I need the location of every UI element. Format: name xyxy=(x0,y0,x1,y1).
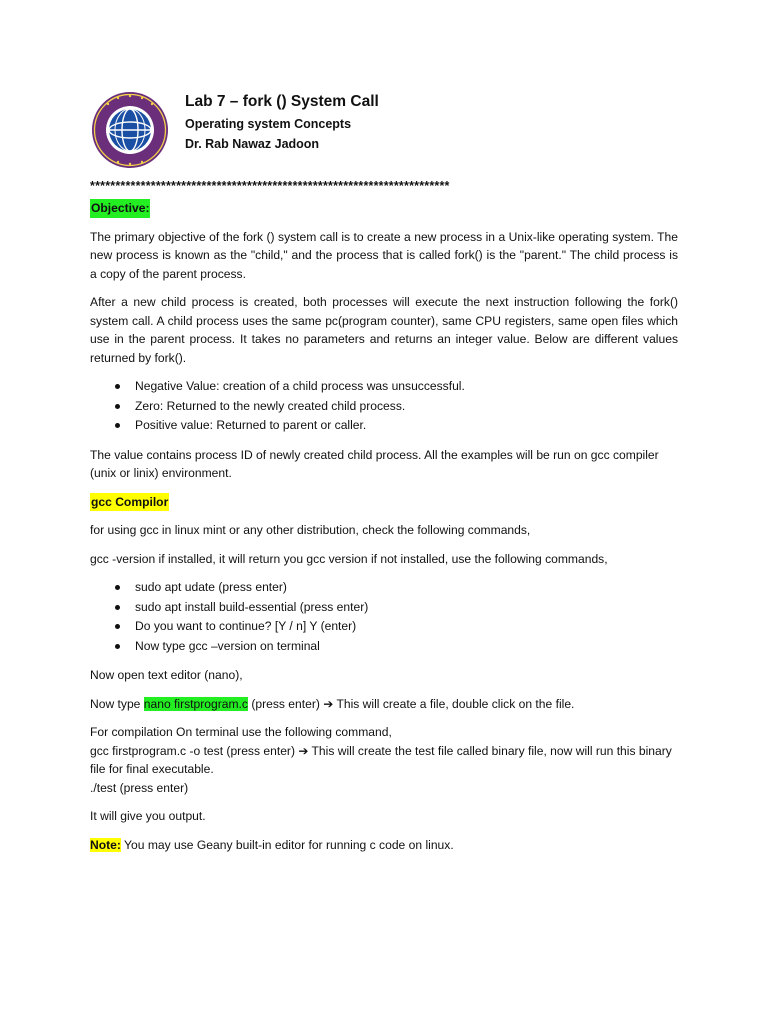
run-command: ./test (press enter) xyxy=(90,780,189,795)
list-item: Do you want to continue? [Y / n] Y (enter) xyxy=(115,617,678,637)
bullet-icon xyxy=(115,624,120,629)
university-logo xyxy=(90,90,170,170)
note-line xyxy=(90,836,678,855)
objective-paragraph-2: After a new child process is created, both processes will execute the next instruction following the fork() system call. A child process uses the same pc(program counter), same CPU registers, same open files which use in the parent process. It takes no parameters and returns an integer value. Below are different values returned by fork(). xyxy=(90,295,678,365)
arrow-icon: ➔ xyxy=(323,696,334,711)
document-body xyxy=(90,199,678,864)
bullet-icon xyxy=(115,404,120,409)
bullet-icon xyxy=(115,423,120,428)
nano-command: nano firstprogram.c xyxy=(143,696,248,711)
list-item: Zero: Returned to the newly created child process. xyxy=(115,397,678,417)
list-item: sudo apt udate (press enter) xyxy=(115,578,678,598)
install-commands-list xyxy=(90,578,678,656)
document-header xyxy=(90,90,690,174)
list-item: Now type gcc –version on terminal xyxy=(115,637,678,657)
arrow-icon: ➔ xyxy=(298,743,309,758)
list-item: Positive value: Returned to parent or caller. xyxy=(115,416,678,436)
bullet-icon xyxy=(115,644,120,649)
note-text: You may use Geany built-in editor for running c code on linux. xyxy=(120,837,454,852)
bullet-icon xyxy=(115,585,120,590)
open-editor-line: Now open text editor (nano), xyxy=(90,668,243,682)
document-title: Lab 7 – fork () System Call xyxy=(185,93,379,110)
list-item: Negative Value: creation of a child process was unsuccessful. xyxy=(115,377,678,397)
separator-line: *********************************************************************** xyxy=(90,179,450,193)
course-name: Operating system Concepts xyxy=(185,117,352,131)
objective-paragraph-3: The value contains process ID of newly created child process. All the examples will be run on gcc compiler (unix or linix) environment. xyxy=(90,447,659,480)
note-label: Note: xyxy=(90,837,121,852)
author-name: Dr. Rab Nawaz Jadoon xyxy=(185,137,320,151)
compile-block: For compilation On terminal use the following command, gcc firstprogram.c -o test (press enter) ➔ This will create the test file called binary file, now will run this binary file for final executable. ./test (press enter) xyxy=(90,725,672,795)
output-line: It will give you output. xyxy=(90,809,206,823)
gcc-line-1: for using gcc in linux mint or any other distribution, check the following commands, xyxy=(90,523,531,537)
nano-line: Now type nano firstprogram.c (press enter) ➔ This will create a file, double click on the file. xyxy=(90,696,575,711)
compile-command: gcc firstprogram.c -o test (press enter) xyxy=(90,743,299,758)
fork-return-values-list xyxy=(90,377,678,436)
gcc-line-2: gcc -version if installed, it will return you gcc version if not installed, use the following commands, xyxy=(90,551,608,566)
list-item: sudo apt install build-essential (press enter) xyxy=(115,598,678,618)
gcc-heading: gcc Compilor xyxy=(90,493,169,512)
objective-heading: Objective: xyxy=(90,199,150,218)
compile-intro: For compilation On terminal use the following command, xyxy=(90,725,392,739)
bullet-icon xyxy=(115,605,120,610)
objective-paragraph-1: The primary objective of the fork () system call is to create a new process in a Unix-like operating system. The new process is known as the "child," and the process that is called fork() is the "parent." The child process is a copy of the parent process. xyxy=(90,229,678,281)
bullet-icon xyxy=(115,384,120,389)
title-block xyxy=(185,93,379,151)
